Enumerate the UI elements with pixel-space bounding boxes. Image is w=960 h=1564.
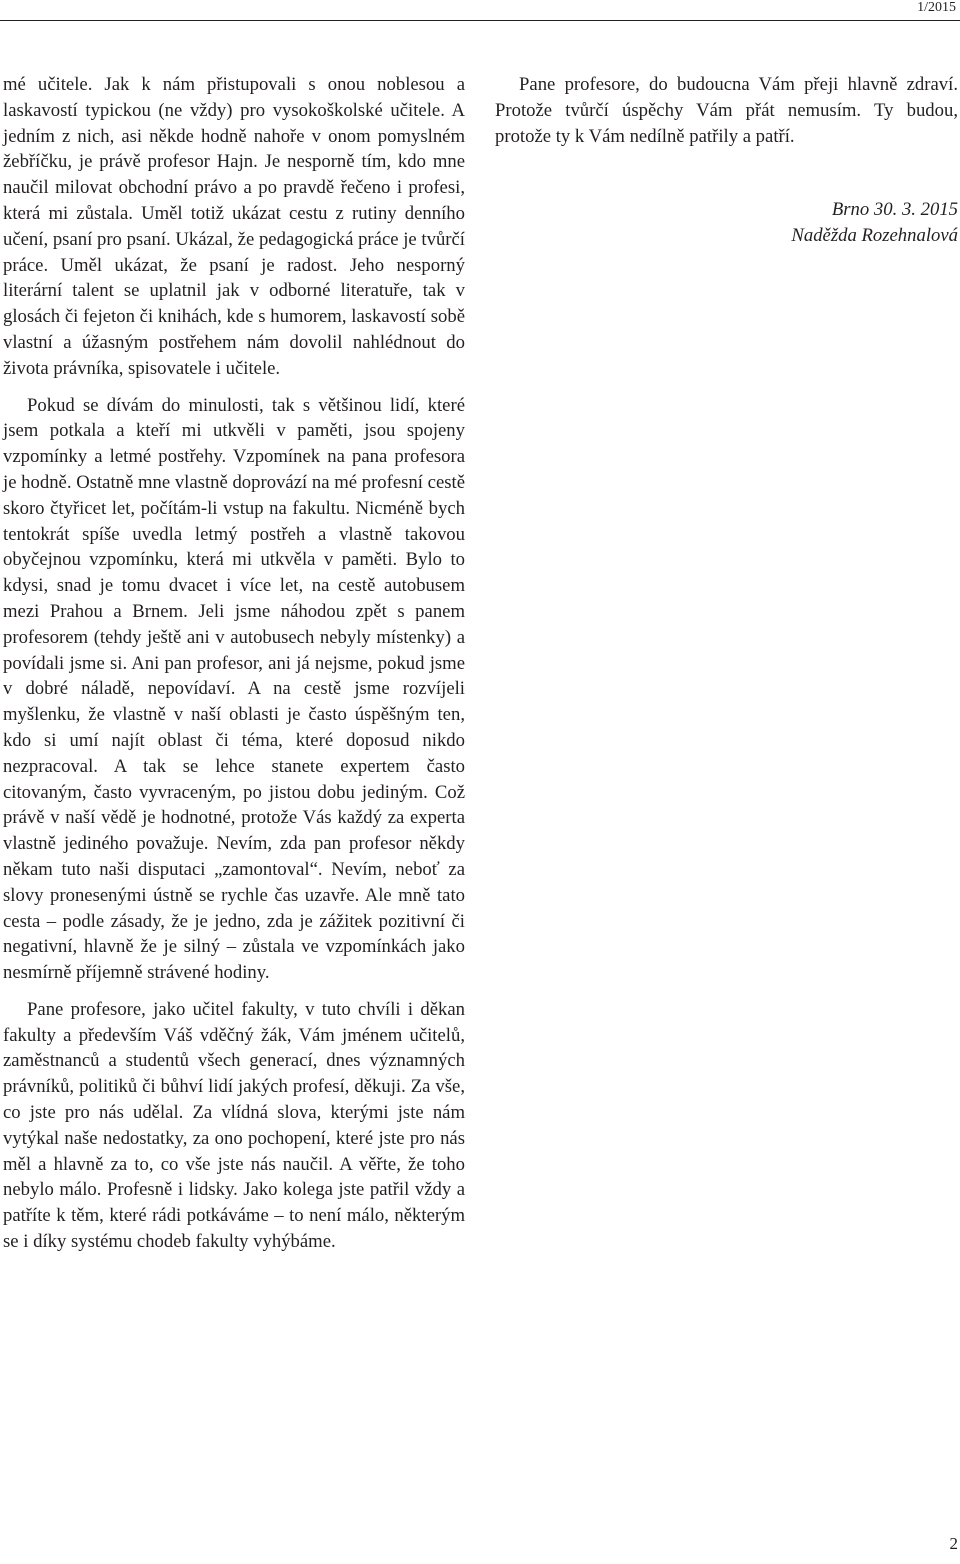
paragraph-3: Pane profesore, jako učitel fakulty, v tuto chvíli i děkan fakulty a především Váš vděčný žák, Vám jménem učitelů, zaměstnanců a studentů všech generací, dnes významných právníků, politiků či bůhví lidí jakých profesí, děkuji. Za vše, co jste pro nás udělal. Za vlídná slova, kterými jste nám vytýkal naše nedostatky, za ono pochopení, které jste pro nás měl a hlavně za to, co vše jste nás naučil. A věřte, že toho nebylo málo. Profesně i lidsky. Jako kolega jste patřil vždy a patříte k těm, které rádi potkáváme – to není málo, některým se i díky systému chodeb fakulty vyhýbáme. bbox=[3, 998, 465, 1253]
place-date: Brno 30. 3. 2015 bbox=[831, 199, 958, 221]
header-rule bbox=[0, 20, 960, 21]
closing-wishes: Pane profesore, do budoucna Vám přeji hlavně zdraví. Protože tvůrčí úspěchy Vám přát nemusím. Ty budou, protože ty k Vám nedílně patřily a patří. bbox=[495, 74, 958, 147]
issue-number: 1/2015 bbox=[917, 0, 956, 15]
paragraph-2: Pokud se dívám do minulosti, tak s většinou lidí, které jsem potkala a kteří mi utkvěli v paměti, jsou spojeny vzpomínky a letmé postřehy. Vzpomínek na pana profesora je hodně. Ostatně mne vlastně doprovází na mé profesní cestě skoro čtyřicet let, počítám-li vstup na fakultu. Nicméně bych tentokrát spíše uvedla letmý postřeh a vlastně takovou obyčejnou vzpomínku, která mi utkvěla v paměti. Bylo to kdysi, snad je tomu dvacet i více let, na cestě autobusem mezi Prahou a Brnem. Jeli jsme náhodou zpět s panem profesorem (tehdy ještě ani v autobusech nebyly místenky) a povídali jsme si. Ani pan profesor, ani já nejsme, pokud jsme v dobré náladě, nepovídaví. A na cestě jsme rozvíjeli myšlenku, že vlastně v naší oblasti je často úspěšným ten, kdo si umí najít oblast či téma, které doposud nikdo nezpracoval. A tak se lehce stanete expertem často citovaným, často vyvraceným, po jistou dobu jediným. Což právě v naší vědě je hodnotné, protože Vás každý za experta vlastně jediného považuje. Nevím, zda pan profesor někdy někam tuto naši disputaci „zamontoval“. Nevím, neboť za slovy pronesenými ústně se rychle čas uzavře. Ale mně tato cesta – podle zásady, že je jedno, zda je zážitek pozitivní či negativní, hlavně že je silný – zůstala ve vzpomínkách jako nesmírně příjemně strávené hodiny. bbox=[3, 394, 465, 984]
page-number: 2 bbox=[949, 1534, 958, 1553]
author-name: Naděžda Rozehnalová bbox=[791, 225, 958, 247]
right-column bbox=[495, 72, 958, 249]
left-column bbox=[3, 72, 465, 1255]
paragraph-1: mé učitele. Jak k nám přistupovali s onou noblesou a laskavostí typickou (ne vždy) pro vysokoškolské učitele. A jedním z nich, asi někde hodně nahoře v onom pomyslném žebříčku, je právě profesor Hajn. Je nesporně tím, kdo mne naučil milovat obchodní právo a po pravdě řečeno i profesi, která mi zůstala. Uměl totiž ukázat cestu z rutiny denního učení, psaní pro psaní. Ukázal, že pedagogická práce je tvůrčí práce. Uměl ukázat, že psaní je radost. Jeho nesporný literární talent se uplatnil jak v odborné literatuře, tak v glosách či fejeton či knihách, kde s humorem, laskavostí sobě vlastní a úžasným postřehem nám dovolil nahlédnout do života právníka, spisovatele i učitele. bbox=[3, 74, 465, 379]
signature-block bbox=[495, 197, 958, 249]
